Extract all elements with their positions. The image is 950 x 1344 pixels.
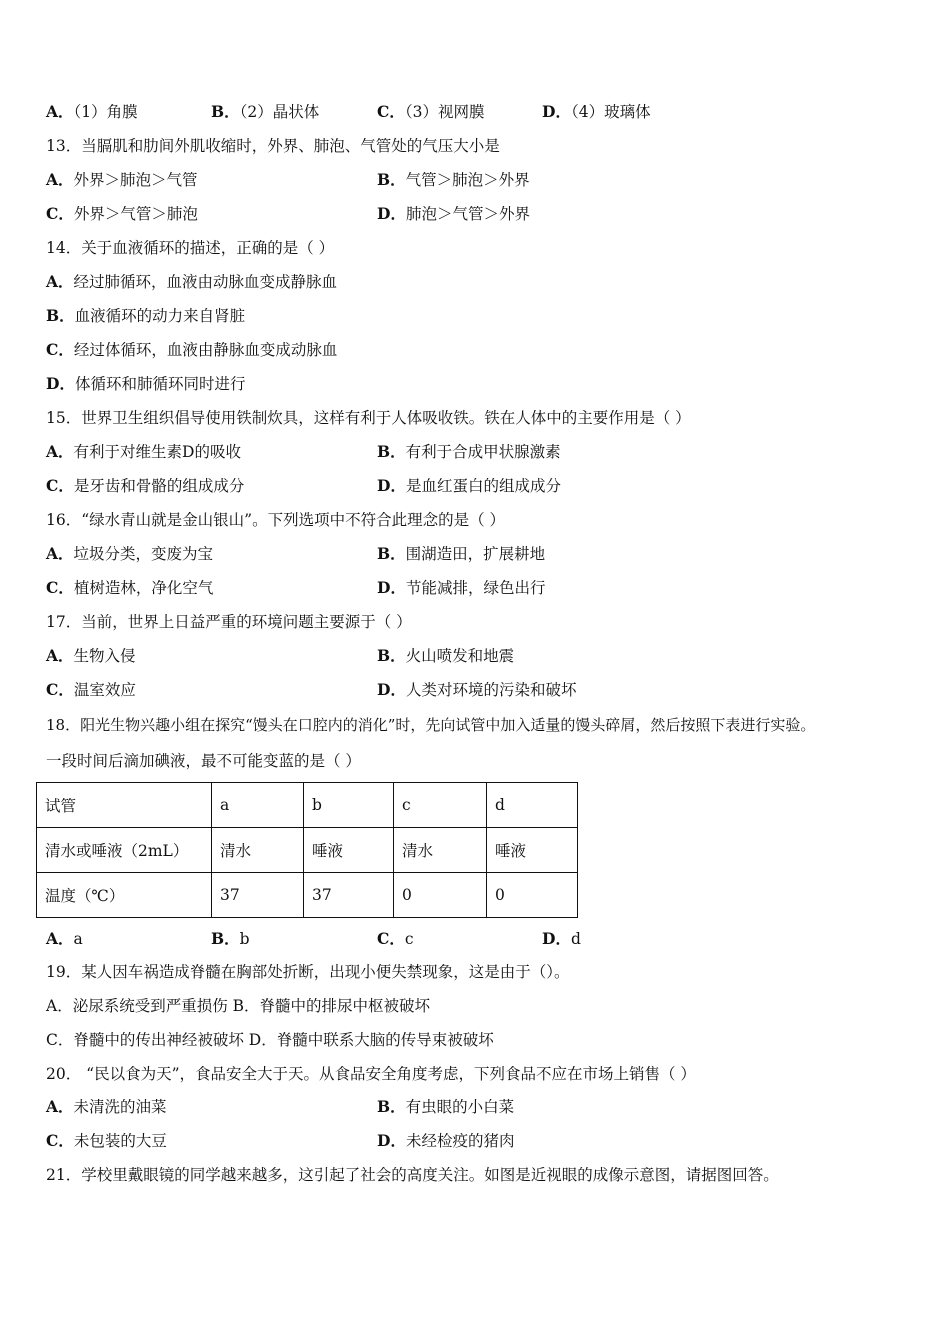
table-cell: d [487, 783, 578, 828]
q17-option-a [46, 645, 136, 667]
option-text: 植树造林，净化空气 [73, 579, 214, 597]
option-letter: A． [46, 272, 74, 291]
option-letter: A． [46, 102, 74, 121]
option-text: 气管＞肺泡＞外界 [405, 171, 530, 189]
option-text: 外界＞气管＞肺泡 [73, 205, 198, 223]
option-text: 垃圾分类，变废为宝 [73, 545, 214, 563]
option-text: a [73, 930, 83, 948]
q14-option-a [46, 271, 337, 293]
option-letter: D． [377, 204, 406, 223]
q20-option-c [46, 1130, 167, 1152]
q13-option-c [46, 203, 198, 225]
option-letter: B． [377, 442, 406, 461]
option-letter: A． [46, 929, 74, 948]
q18-option-c [377, 928, 414, 950]
table-cell: 0 [487, 873, 578, 918]
q14-option-c [46, 339, 337, 361]
option-text: c [404, 930, 414, 948]
option-letter: C． [46, 476, 74, 495]
table-row [37, 828, 578, 873]
q17-option-d [377, 679, 576, 701]
q14-stem: 14．关于血液循环的描述，正确的是（ ） [46, 239, 335, 257]
option-letter: D． [542, 929, 571, 948]
option-letter: A． [46, 1097, 74, 1116]
option-text: 温室效应 [73, 681, 136, 699]
q14-option-d [46, 373, 245, 395]
q16-option-b [377, 543, 545, 565]
table-cell: 清水 [394, 828, 487, 873]
q15-option-b [377, 441, 561, 463]
table-row [37, 873, 578, 918]
option-letter: C． [46, 1131, 74, 1150]
option-letter: B． [377, 170, 406, 189]
q13-stem: 13．当膈肌和肋间外肌收缩时，外界、肺泡、气管处的气压大小是 [46, 137, 500, 155]
option-letter: D． [377, 578, 406, 597]
option-text: 未经检疫的猪肉 [405, 1132, 515, 1150]
q16-option-c [46, 577, 213, 599]
table-cell: 唾液 [487, 828, 578, 873]
option-letter: D． [377, 1131, 406, 1150]
q18-option-a [46, 928, 83, 950]
option-text: d [570, 930, 581, 948]
q13-option-a [46, 169, 198, 191]
q18-stem-line1: 18．阳光生物兴趣小组在探究“馒头在口腔内的消化”时，先向试管中加入适量的馒头碎屑，然后按照下表进行实验。 [46, 716, 816, 734]
q18-stem-line2: 一段时间后滴加碘液，最不可能变蓝的是（ ） [46, 752, 361, 770]
table-cell: 唾液 [304, 828, 394, 873]
q15-option-d [377, 475, 561, 497]
table-row [37, 783, 578, 828]
option-letter: B． [211, 929, 240, 948]
option-letter: A． [46, 170, 74, 189]
q20-option-d [377, 1130, 514, 1152]
option-letter: B． [211, 102, 240, 121]
option-text: 血液循环的动力来自肾脏 [74, 307, 246, 325]
option-text: 有虫眼的小白菜 [405, 1098, 515, 1116]
option-letter: B． [377, 1097, 406, 1116]
q21-stem: 21．学校里戴眼镜的同学越来越多，这引起了社会的高度关注。如图是近视眼的成像示意图，请据图回答。 [46, 1166, 779, 1184]
option-text: 外界＞肺泡＞气管 [73, 171, 198, 189]
option-letter: C． [46, 578, 74, 597]
q15-option-c [46, 475, 244, 497]
table-cell: 37 [212, 873, 304, 918]
q20-option-a [46, 1096, 167, 1118]
option-letter: A． [46, 442, 74, 461]
option-letter: C． [46, 340, 74, 359]
q14-option-b [46, 305, 245, 327]
q15-stem: 15．世界卫生组织倡导使用铁制炊具，这样有利于人体吸收铁。铁在人体中的主要作用是（ ） [46, 409, 691, 427]
option-text: 未清洗的油菜 [73, 1098, 167, 1116]
option-letter: B． [46, 306, 75, 325]
q20-stem: 20． “民以食为天”，食品安全大于天。从食品安全角度考虑，下列食品不应在市场上销售（ ） [46, 1065, 696, 1083]
option-text: 生物入侵 [73, 647, 136, 665]
table-cell: 37 [304, 873, 394, 918]
option-letter: B． [377, 646, 406, 665]
option-text: 肺泡＞气管＞外界 [405, 205, 530, 223]
option-text: 节能减排，绿色出行 [405, 579, 546, 597]
option-text: 有利于对维生素D的吸收 [73, 443, 241, 461]
table-cell: 清水 [212, 828, 304, 873]
q19-options-cd: C．脊髓中的传出神经被破坏 D．脊髓中联系大脑的传导束被破坏 [46, 1031, 494, 1049]
q12-option-a [46, 101, 138, 123]
option-text: （4）玻璃体 [570, 103, 651, 121]
q17-option-c [46, 679, 136, 701]
option-text: （2）晶状体 [239, 103, 320, 121]
option-text: 围湖造田，扩展耕地 [405, 545, 546, 563]
option-text: 人类对环境的污染和破坏 [405, 681, 577, 699]
option-letter: C． [377, 929, 405, 948]
option-letter: B． [377, 544, 406, 563]
q18-option-d [542, 928, 581, 950]
table-cell: 温度（℃） [37, 873, 212, 918]
q12-option-b [211, 101, 319, 123]
q15-option-a [46, 441, 241, 463]
option-text: b [239, 930, 250, 948]
table-cell: 清水或唾液（2mL） [37, 828, 212, 873]
option-text: 是牙齿和骨骼的组成成分 [73, 477, 245, 495]
option-letter: D． [542, 102, 571, 121]
table-cell: 试管 [37, 783, 212, 828]
q19-stem: 19．某人因车祸造成脊髓在胸部处折断，出现小便失禁现象，这是由于（）。 [46, 963, 570, 981]
option-letter: D． [377, 476, 406, 495]
option-letter: C． [46, 204, 74, 223]
q12-option-d [542, 101, 651, 123]
option-text: 未包装的大豆 [73, 1132, 167, 1150]
q17-option-b [377, 645, 514, 667]
option-letter: A． [46, 646, 74, 665]
option-letter: D． [377, 680, 406, 699]
option-text: 火山喷发和地震 [405, 647, 515, 665]
option-text: （1）角膜 [73, 103, 138, 121]
option-text: 经过体循环，血液由静脉血变成动脉血 [73, 341, 338, 359]
q16-option-a [46, 543, 213, 565]
option-text: 体循环和肺循环同时进行 [74, 375, 246, 393]
q12-option-c [377, 101, 484, 123]
q16-option-d [377, 577, 545, 599]
q13-option-b [377, 169, 530, 191]
q17-stem: 17．当前，世界上日益严重的环境问题主要源于（ ） [46, 613, 412, 631]
option-text: 经过肺循环，血液由动脉血变成静脉血 [73, 273, 338, 291]
option-text: 有利于合成甲状腺激素 [405, 443, 561, 461]
table-cell: a [212, 783, 304, 828]
q19-options-ab: A．泌尿系统受到严重损伤 B．脊髓中的排尿中枢被破坏 [46, 997, 431, 1015]
option-text: 是血红蛋白的组成成分 [405, 477, 561, 495]
q18-experiment-table [36, 782, 578, 918]
q20-option-b [377, 1096, 514, 1118]
table-cell: c [394, 783, 487, 828]
q16-stem: 16．“绿水青山就是金山银山”。下列选项中不符合此理念的是（ ） [46, 511, 506, 529]
option-letter: A． [46, 544, 74, 563]
table-cell: 0 [394, 873, 487, 918]
q13-option-d [377, 203, 530, 225]
option-text: （3）视网膜 [404, 103, 485, 121]
table-cell: b [304, 783, 394, 828]
q18-option-b [211, 928, 250, 950]
option-letter: C． [377, 102, 405, 121]
option-letter: C． [46, 680, 74, 699]
option-letter: D． [46, 374, 75, 393]
